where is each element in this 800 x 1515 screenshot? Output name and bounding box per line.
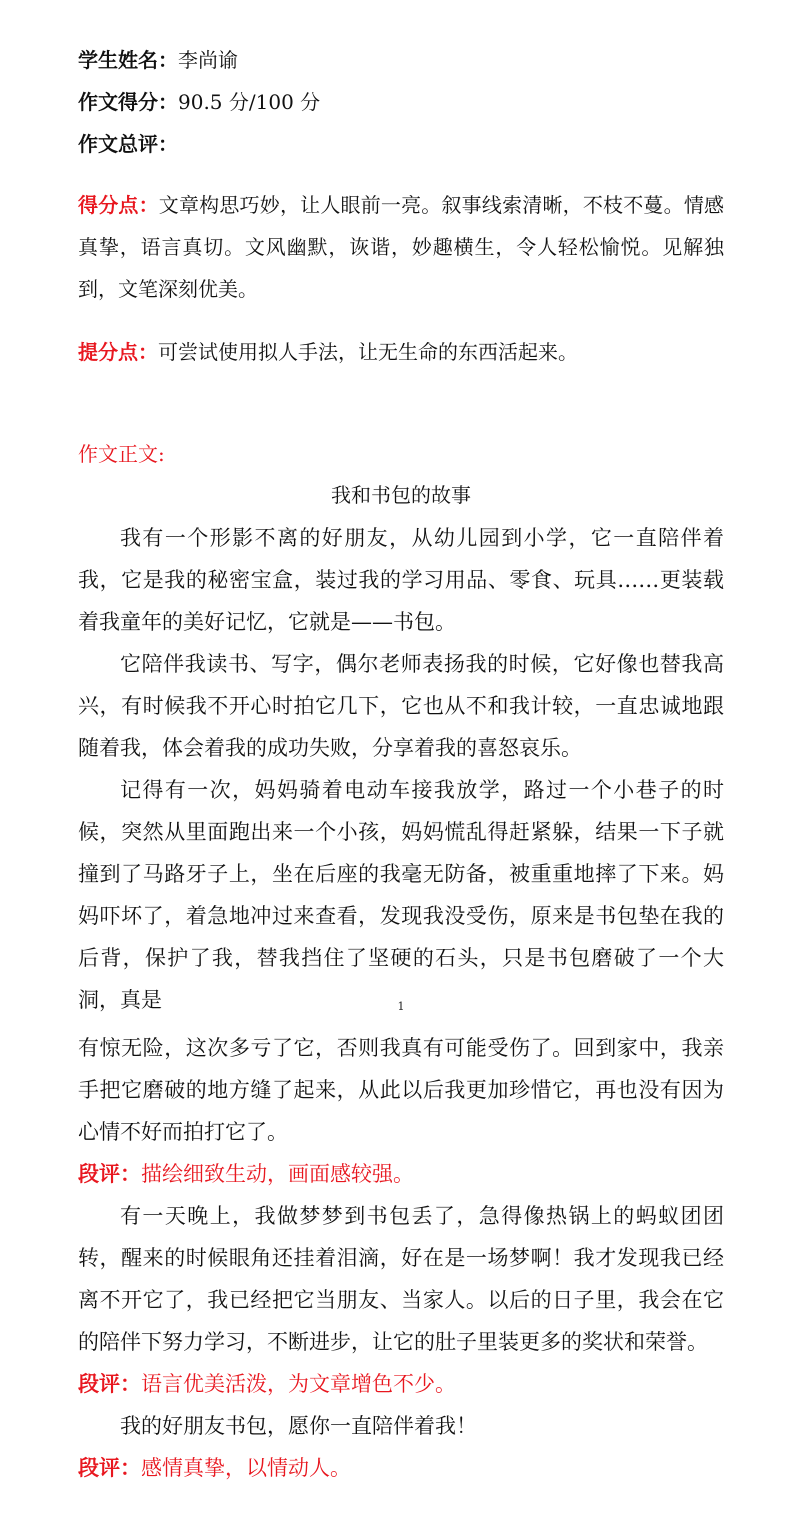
essay-paragraph-1: 我有一个形影不离的好朋友，从幼儿园到小学，它一直陪伴着我，它是我的秘密宝盒，装过我的学习用品、零食、玩具……更装载着我童年的美好记忆，它就是——书包。	[78, 526, 724, 634]
strengths-label: 得分点：	[78, 193, 159, 217]
score-line	[78, 88, 724, 116]
essay-paragraph-4: 有一天晚上，我做梦梦到书包丢了，急得像热锅上的蚂蚁团团转，醒来的时候眼角还挂着泪滴，好在是一场梦啊！我才发现我已经离不开它了，我已经把它当朋友、当家人。以后的日子里，我会在它的陪伴下努力学习，不断进步，让它的肚子里装更多的奖状和荣誉。	[78, 1204, 724, 1354]
essay-paragraph-3a: 记得有一次，妈妈骑着电动车接我放学，路过一个小巷子的时候，突然从里面跑出来一个小孩，妈妈慌乱得赶紧躲，结果一下子就撞到了马路牙子上，坐在后座的我毫无防备，被重重地摔了下来。妈妈吓坏了，着急地冲过来查看，发现我没受伤，原来是书包垫在我的后背，保护了我，替我挡住了坚硬的石头，只是书包磨破了一个大洞，真是	[78, 778, 724, 1012]
essay-paragraph-2: 它陪伴我读书、写字，偶尔老师表扬我的时候，它好像也替我高兴，有时候我不开心时拍它几下，它也从不和我计较，一直忠诚地跟随着我，体会着我的成功失败，分享着我的喜怒哀乐。	[78, 652, 724, 760]
comment-3-text: 感情真挚，以情动人。	[141, 1456, 351, 1480]
comment-1-label: 段评：	[78, 1161, 141, 1186]
overall-review-label: 作文总评：	[78, 132, 178, 156]
essay-paragraph-3b: 有惊无险，这次多亏了它，否则我真有可能受伤了。回到家中，我亲手把它磨破的地方缝了起来，从此以后我更加珍惜它，再也没有因为心情不好而拍打它了。	[78, 1036, 724, 1144]
comment-2-text: 语言优美活泼，为文章增色不少。	[141, 1372, 456, 1396]
paragraph-comment-3	[78, 1447, 724, 1489]
comment-2-label: 段评：	[78, 1371, 141, 1396]
paragraph-comment-1	[78, 1153, 724, 1195]
page-number: 1	[397, 1000, 405, 1013]
essay-title: 我和书包的故事	[331, 483, 471, 507]
improve-label: 提分点：	[78, 340, 158, 364]
document-page	[78, 0, 724, 1515]
strengths-text: 文章构思巧妙，让人眼前一亮。叙事线索清晰，不枝不蔓。情感真挚，语言真切。文风幽默，诙谐，妙趣横生，令人轻松愉悦。见解独到，文笔深刻优美。	[78, 193, 725, 301]
student-name-line	[78, 46, 724, 74]
student-name-value: 李尚谕	[178, 48, 238, 72]
essay-label: 作文正文:	[78, 442, 165, 466]
student-name-label: 学生姓名：	[78, 48, 178, 72]
essay-paragraph-5: 我的好朋友书包，愿你一直陪伴着我！	[120, 1414, 477, 1438]
improve-paragraph	[78, 331, 724, 373]
improve-text: 可尝试使用拟人手法，让无生命的东西活起来。	[158, 340, 578, 364]
strengths-paragraph	[78, 184, 724, 310]
comment-3-label: 段评：	[78, 1455, 141, 1480]
overall-review-line	[78, 130, 724, 158]
score-value: 90.5 分/100 分	[178, 90, 321, 114]
paragraph-comment-2	[78, 1363, 724, 1405]
score-label: 作文得分：	[78, 90, 178, 114]
comment-1-text: 描绘细致生动，画面感较强。	[141, 1162, 414, 1186]
